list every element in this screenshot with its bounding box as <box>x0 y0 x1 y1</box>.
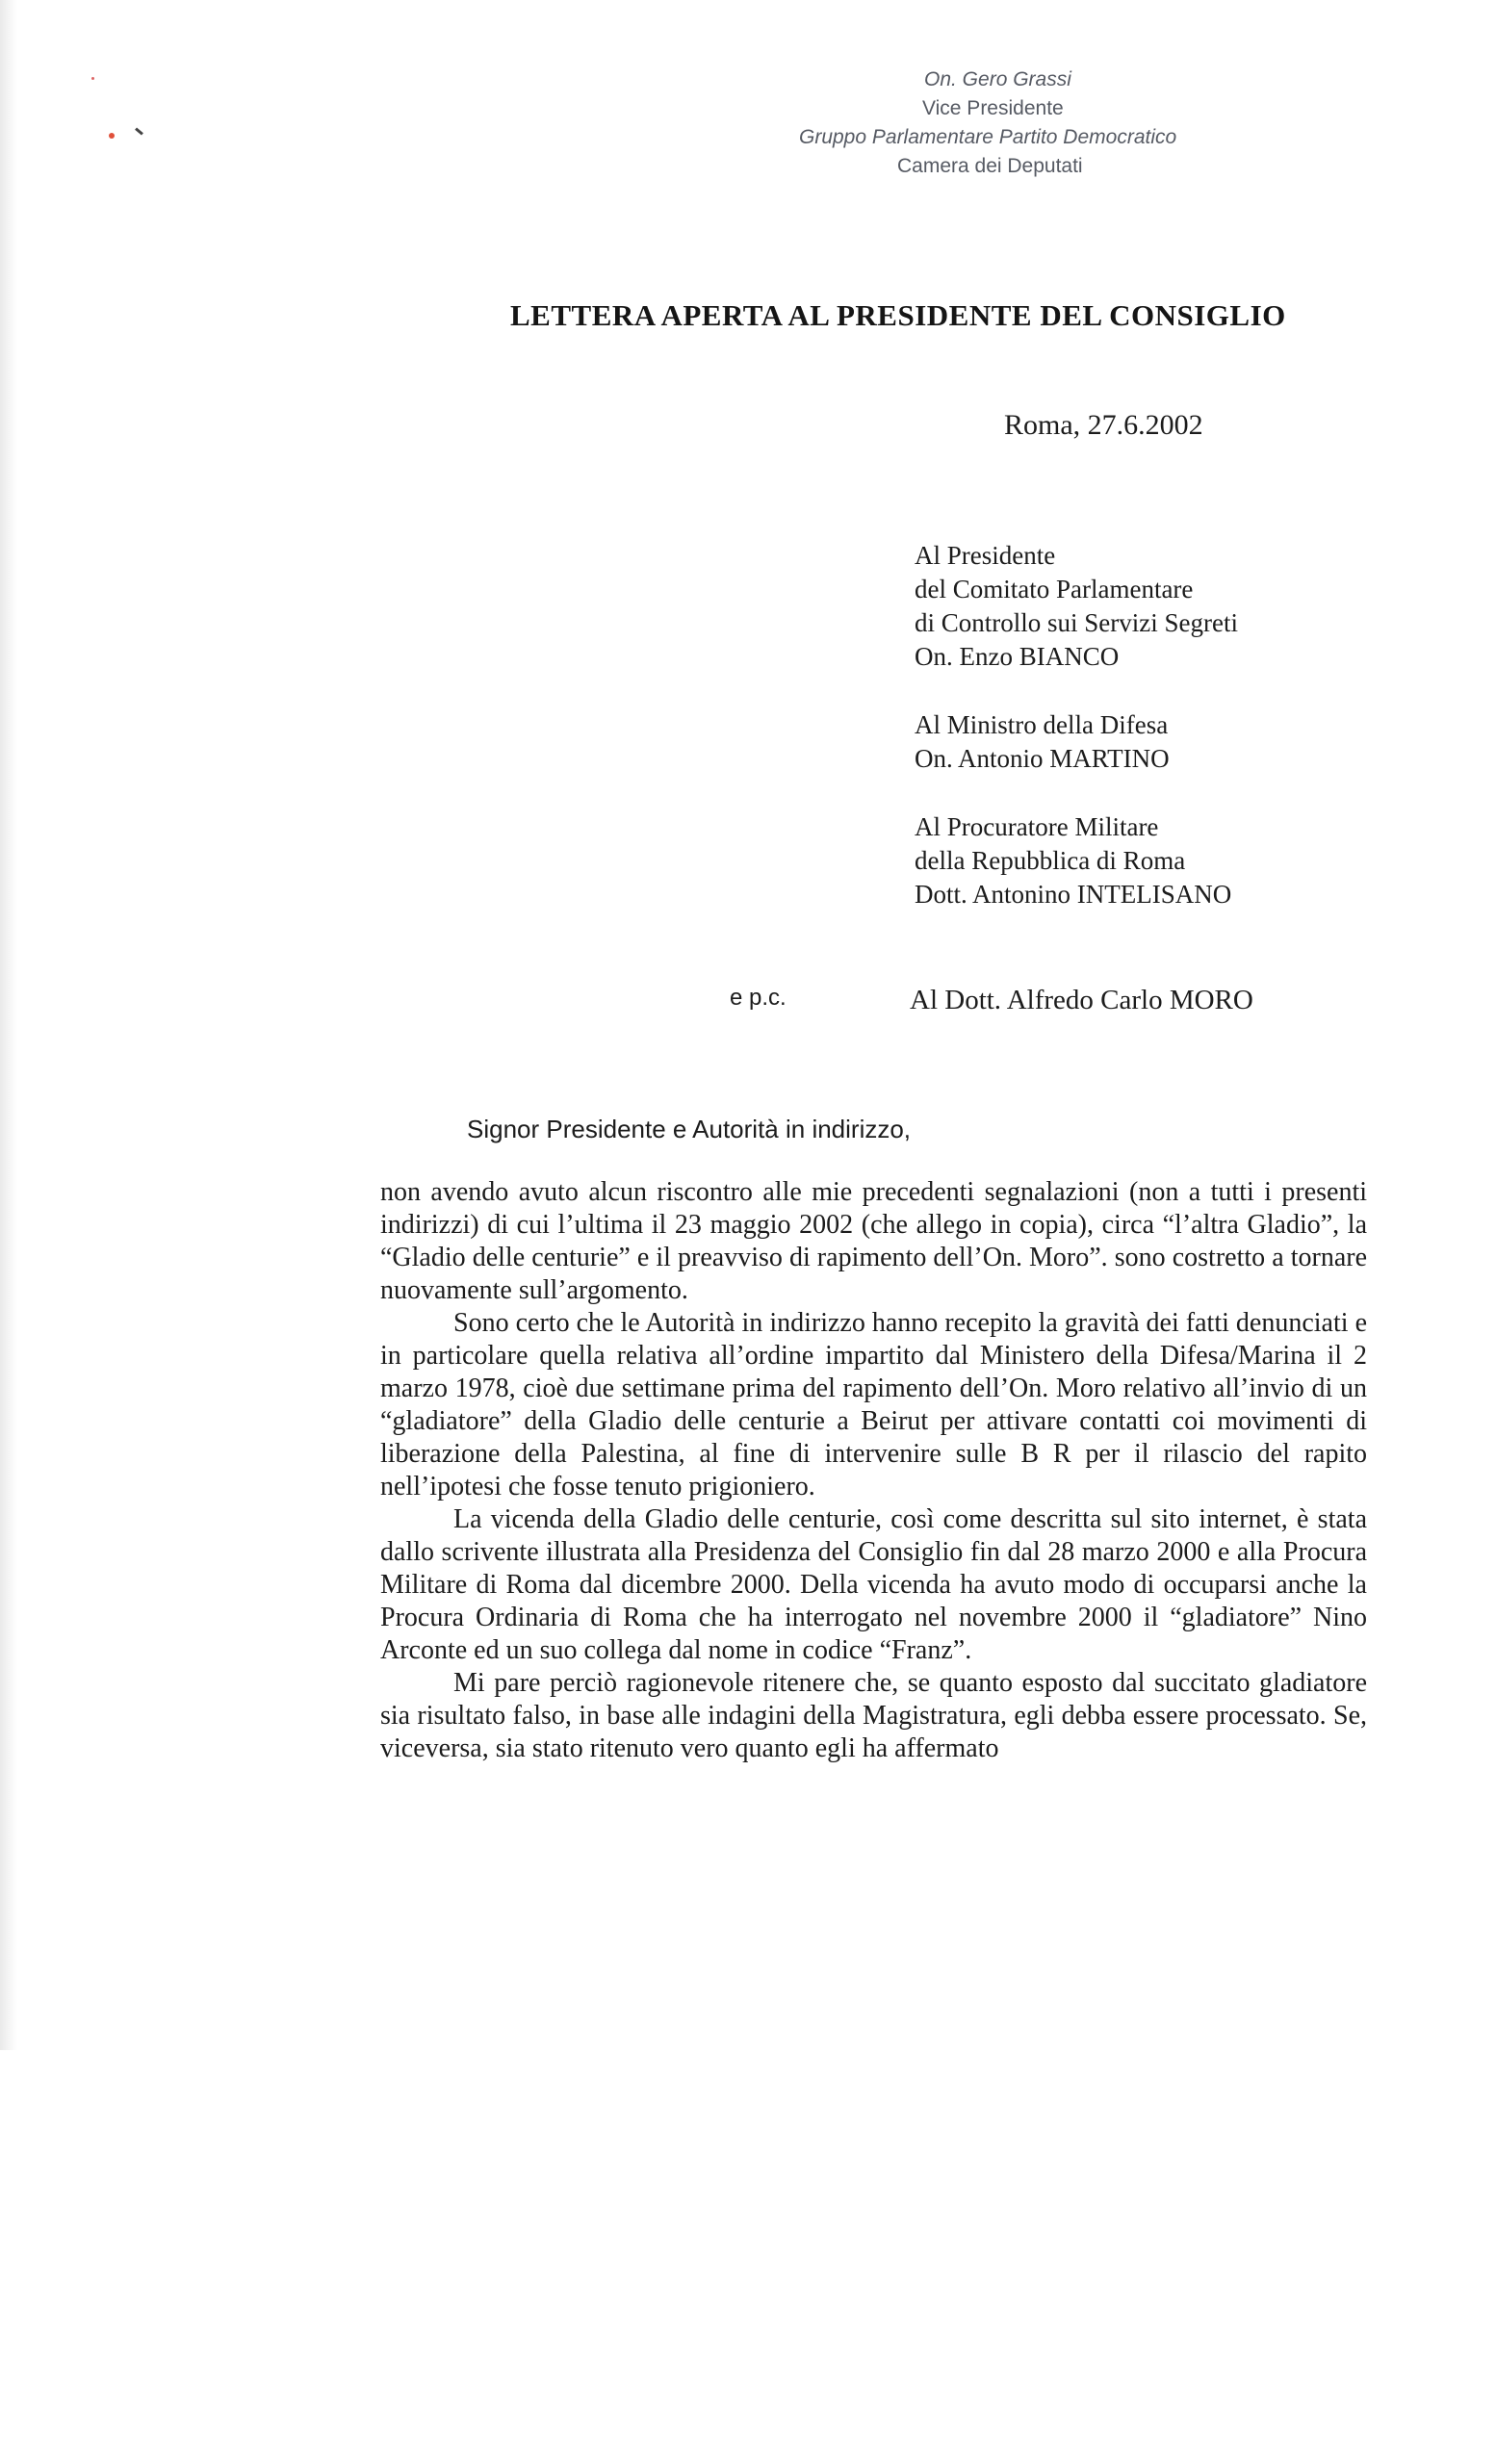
salutation: Signor Presidente e Autorità in indirizzo, <box>467 1115 912 1143</box>
recipient-line: On. Enzo BIANCO <box>915 642 1120 671</box>
recipient-block <box>915 708 1238 776</box>
body-paragraph: Mi pare perciò ragionevole ritenere che, se quanto esposto dal succitato gladiatore sia risultato falso, in base alle indagini della Magistratura, egli debba essere processato. Se, viceversa, sia stato ritenuto vero quanto egli ha affermato <box>380 1668 1367 1763</box>
letterhead-group: Gruppo Parlamentare Partito Democratico <box>799 126 1177 148</box>
recipient-block <box>915 810 1238 911</box>
body-paragraph: La vicenda della Gladio delle centurie, così come descritta sul sito internet, è stata dallo scrivente illustrata alla Presidenza del Consiglio fin dal 28 marzo 2000 e alla Procura Militare di Roma dal dicembre 2000. Della vicenda ha avuto modo di occuparsi anche la Procura Ordinaria di Roma che ha interrogato nel novembre 2000 il “gladiatore” Nino Arconte ed un suo collega dal nome in codice “Franz”. <box>380 1504 1367 1665</box>
scan-speck <box>91 77 94 80</box>
recipient-block <box>915 539 1238 674</box>
letterhead-role: Vice Presidente <box>922 97 1064 119</box>
body-paragraph: non avendo avuto alcun riscontro alle mie precedenti segnalazioni (non a tutti i presenti indirizzi) di cui l’ultima il 23 maggio 2002 (che allego in copia), circa “l’altra Gladio”, la “Gladio delle centurie” e il preavviso di rapimento dell’On. Moro”. sono costretto a tornare nuovamente sull’argomento. <box>380 1177 1367 1305</box>
letter-date: Roma, 27.6.2002 <box>1004 409 1203 441</box>
recipient-line: del Comitato Parlamentare <box>915 575 1194 603</box>
letterhead <box>799 65 1261 181</box>
recipient-line: della Repubblica di Roma <box>915 846 1186 875</box>
recipient-line: di Controllo sui Servizi Segreti <box>915 608 1238 637</box>
scan-edge-shadow <box>0 0 17 2050</box>
document-title: LETTERA APERTA AL PRESIDENTE DEL CONSIGLIO <box>510 298 1286 332</box>
cc-label: e p.c. <box>730 985 787 1011</box>
letterhead-name: On. Gero Grassi <box>924 68 1071 90</box>
recipients-list <box>915 539 1238 946</box>
cc-recipient: Al Dott. Alfredo Carlo MORO <box>910 985 1253 1015</box>
recipient-line: Al Presidente <box>915 541 1056 570</box>
scan-speck-dark <box>135 127 143 135</box>
recipient-line: Dott. Antonino INTELISANO <box>915 880 1232 909</box>
recipient-line: Al Procuratore Militare <box>915 812 1159 841</box>
letter-body <box>380 1176 1367 1765</box>
scan-speck-red <box>109 133 115 139</box>
recipient-line: On. Antonio MARTINO <box>915 744 1170 773</box>
body-paragraph: Sono certo che le Autorità in indirizzo hanno recepito la gravità dei fatti denunciati e in particolare quella relativa all’ordine impartito dal Ministero della Difesa/Marina il 2 marzo 1978, cioè due settimane prima del rapimento dell’On. Moro relativo all’invio di un “gladiatore” della Gladio delle centurie a Beirut per attivare contatti coi movimenti di liberazione della Palestina, al fine di intervenire sulle B R per il rilascio del rapito nell’ipotesi che fosse tenuto prigioniero. <box>380 1308 1367 1502</box>
recipient-line: Al Ministro della Difesa <box>915 710 1169 739</box>
letterhead-house: Camera dei Deputati <box>897 155 1083 177</box>
